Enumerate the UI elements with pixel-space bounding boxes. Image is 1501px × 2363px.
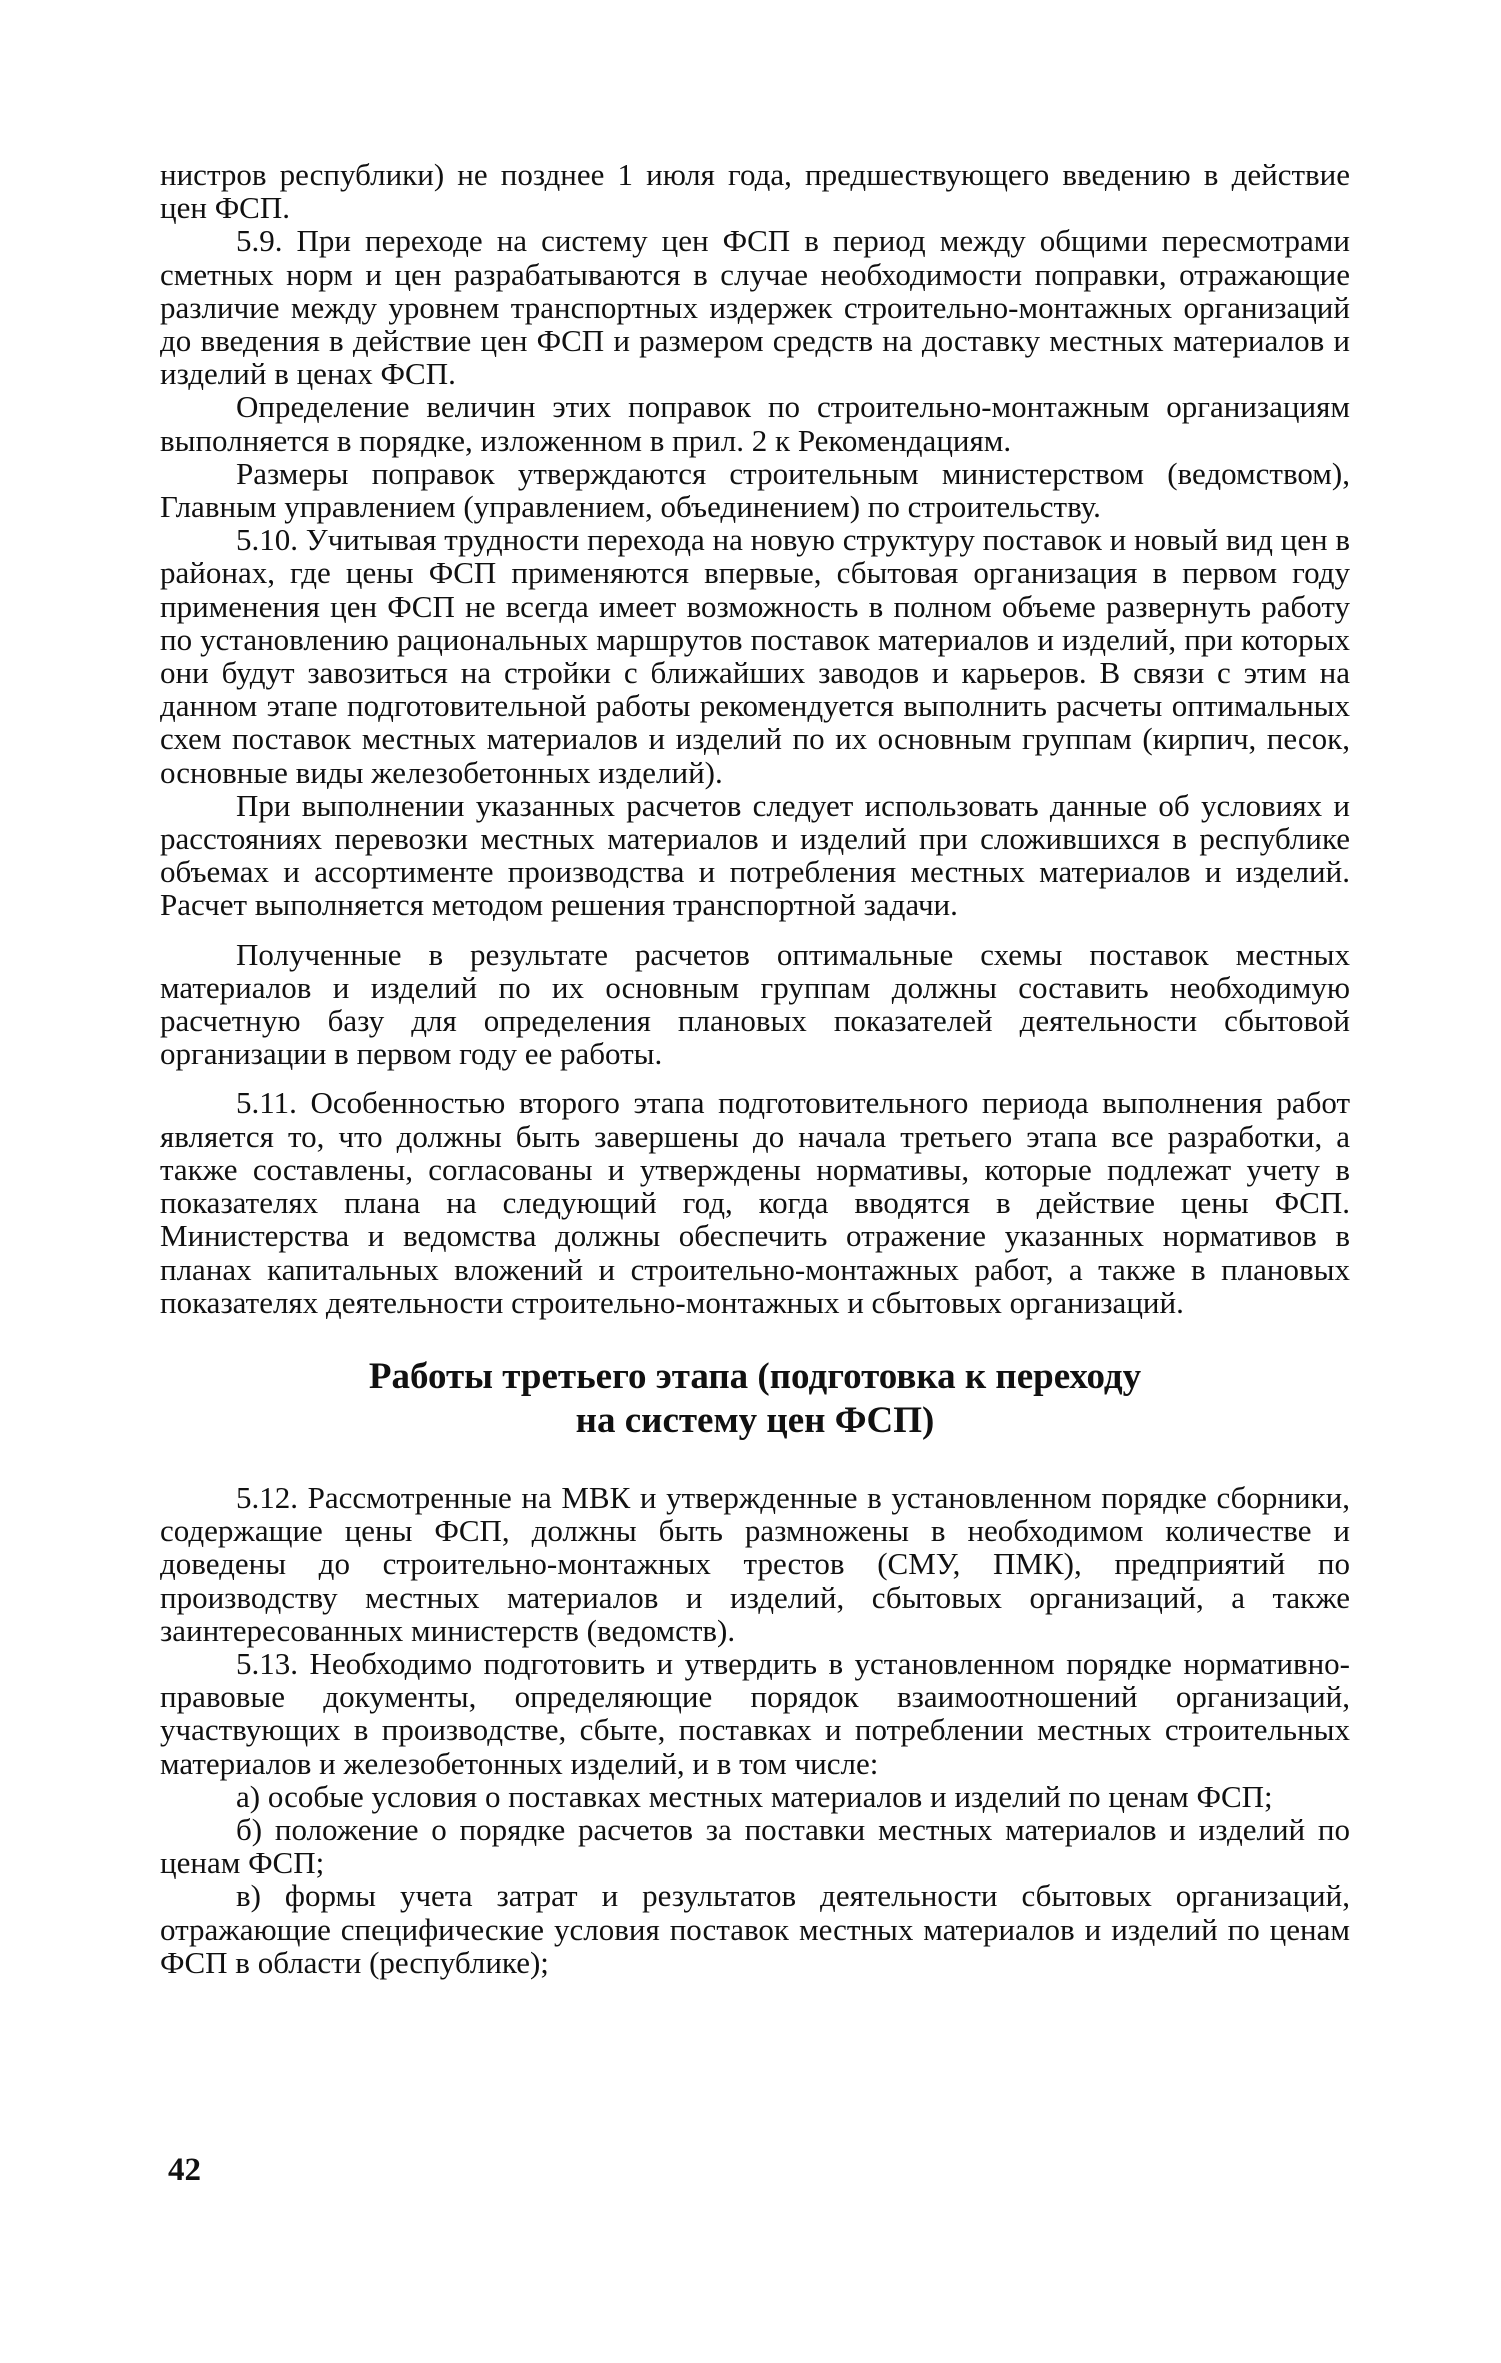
section-heading-line-1: Работы третьего этапа (подготовка к переходу — [368, 1355, 1142, 1397]
paragraph-5-11: 5.11. Особенностью второго этапа подготовительного периода выполнения работ является то, что должны быть завершены до начала третьего этапа все разработки, а также составлены, согласованы и утверждены нормативы, которые подлежат учету в показателях плана на следующий год, когда вводятся в действие цены ФСП. Министерства и ведомства должны обеспечить отражение указанных нормативов в планах капитальных вложений и строительно-монтажных работ, а также в плановых показателях деятельности строительно-монтажных и сбытовых организаций. — [160, 1085, 1350, 1320]
paragraph-optimal-schemes: Полученные в результате расчетов оптимальные схемы поставок местных материалов и изделий по их основным группам должны составить необходимую расчетную базу для определения плановых показателей деятельности сбытовой организации в первом году ее работы. — [160, 936, 1350, 1072]
paragraph-corrections-definition: Определение величин этих поправок по строительно-монтажным организациям выполняется в порядке, изложенном в прил. 2 к Рекомендациям. — [160, 389, 1350, 458]
section-heading — [160, 1355, 1350, 1443]
list-item-b: б) положение о порядке расчетов за поставки местных материалов и изделий по ценам ФСП; — [160, 1811, 1350, 1881]
page-number: 42 — [168, 2152, 201, 2188]
paragraph-5-10: 5.10. Учитывая трудности перехода на новую структуру поставок и новый вид цен в районах, где цены ФСП применяются впервые, сбытовая организация в первом году применения цен ФСП не всегда имеет возможность в полном объеме развернуть работу по установлению рациональных маршрутов поставок материалов и изделий, при которых они будут завозиться на стройки с ближайших заводов и карьеров. В связи с этим на данном этапе подготовительной работы рекомендуется выполнить расчеты оптимальных схем поставок местных материалов и изделий по их основным группам (кирпич, песок, основные виды железобетонных изделий). — [160, 522, 1350, 790]
section-heading-line-2: на систему цен ФСП) — [575, 1399, 935, 1441]
paragraph-continuation: нистров республики) не позднее 1 июля года, предшествующего введению в действие цен ФСП. — [160, 157, 1350, 226]
paragraph-5-12: 5.12. Рассмотренные на МВК и утвержденные в установленном порядке сборники, содержащие цены ФСП, должны быть размножены в необходимом количестве и доведены до строительно-монтажных трестов (СМУ, ПМК), предприятий по производству местных материалов и изделий, сбытовых организаций, а также заинтересованных министерств (ведомств). — [160, 1479, 1350, 1648]
list-item-c: в) формы учета затрат и результатов деятельности сбытовых организаций, отражающие специфические условия поставок местных материалов и изделий по ценам ФСП в области (республике); — [160, 1878, 1350, 1980]
list-item-a: а) особые условия о поставках местных материалов и изделий по ценам ФСП; — [236, 1778, 1273, 1814]
paragraph-calculations-data: При выполнении указанных расчетов следует использовать данные об условиях и расстояниях перевозки местных материалов и изделий при сложившихся в республике объемах и ассортименте производства и потребления местных материалов и изделий. Расчет выполняется методом решения транспортной задачи. — [160, 787, 1350, 923]
paragraph-5-13: 5.13. Необходимо подготовить и утвердить в установленном порядке нормативно-правовые документы, определяющие порядок взаимоотношений организаций, участвующих в производстве, сбыте, поставках и потреблении местных строительных материалов и железобетонных изделий, и в том числе: — [160, 1645, 1350, 1781]
body-text — [160, 158, 1350, 1979]
paragraph-5-9: 5.9. При переходе на систему цен ФСП в период между общими пересмотрами сметных норм и цен разрабатываются в случае необходимости поправки, отражающие различие между уровнем транспортных издержек строительно-монтажных организаций до введения в действие цен ФСП и размером средств на доставку местных материалов и изделий в ценах ФСП. — [160, 223, 1350, 392]
paragraph-corrections-approval: Размеры поправок утверждаются строительным министерством (ведомством), Главным управлением (управлением, объединением) по строительству. — [160, 455, 1350, 525]
